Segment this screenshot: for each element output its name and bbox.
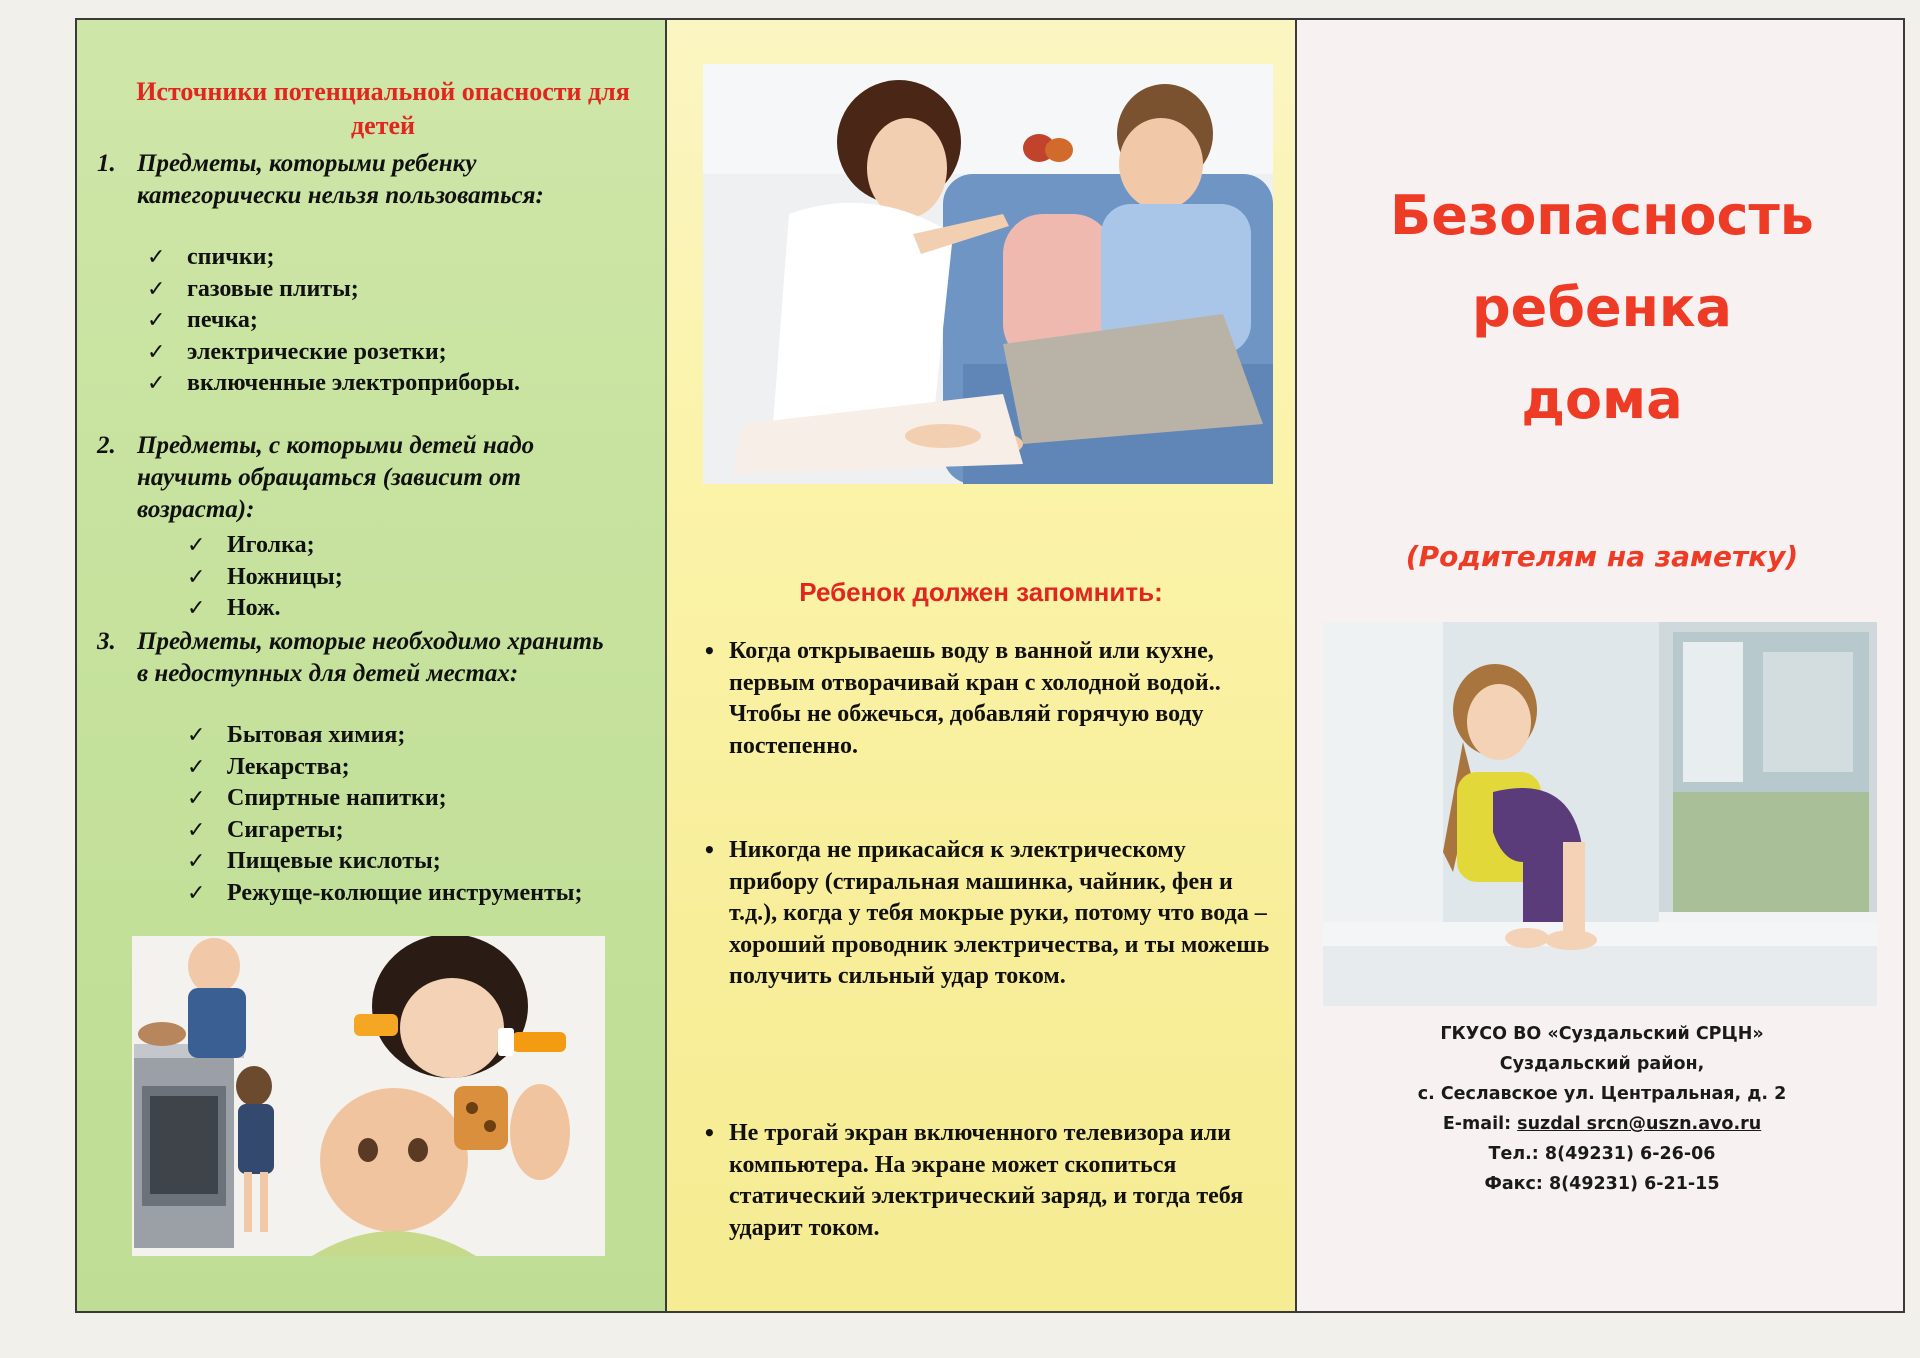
bullet-icon: • bbox=[703, 838, 716, 862]
contact-org: ГКУСО ВО «Суздальский СРЦН» bbox=[1440, 1024, 1764, 1044]
list-item: ✓ электрические розетки; bbox=[147, 337, 520, 369]
middle-subtitle: Ребенок должен запомнить: bbox=[799, 577, 1163, 607]
left-panel bbox=[75, 18, 667, 1313]
list-item: ✓ включенные электроприборы. bbox=[147, 368, 520, 400]
list-item: ✓ Спиртные напитки; bbox=[187, 783, 583, 815]
group-2-text: Предметы, с которыми детей надо научить обращаться (зависит от возраста): bbox=[137, 432, 535, 523]
check-icon: ✓ bbox=[187, 596, 206, 621]
girl-at-window-photo bbox=[1323, 622, 1877, 1006]
list-item: ✓ печка; bbox=[147, 305, 520, 337]
children-hazards-photo bbox=[132, 936, 605, 1256]
list-item: ✓ Бытовая химия; bbox=[187, 720, 583, 752]
check-icon: ✓ bbox=[187, 849, 206, 874]
bullet-icon: • bbox=[703, 1121, 716, 1145]
list-item: ✓ спички; bbox=[147, 242, 520, 274]
children-hazards-illustration bbox=[132, 936, 605, 1256]
cover-subtitle: (Родителям на заметку) bbox=[1405, 540, 1799, 573]
rule-bullet-2 bbox=[697, 835, 1277, 993]
mother-talking-to-son-illustration bbox=[703, 64, 1273, 484]
group-1-text: Предметы, которыми ребенку категорически нельзя пользоваться: bbox=[137, 150, 544, 209]
check-icon: ✓ bbox=[147, 276, 166, 302]
cover-title-line-2: ребенка bbox=[1471, 276, 1732, 339]
list-item: ✓ Иголка; bbox=[187, 530, 343, 562]
group-1-list bbox=[147, 242, 520, 400]
check-icon: ✓ bbox=[187, 564, 206, 590]
check-icon: ✓ bbox=[187, 723, 206, 748]
group-3-text: Предметы, которые необходимо хранить в недоступных для детей местах: bbox=[137, 628, 604, 687]
check-icon: ✓ bbox=[147, 339, 166, 365]
check-icon: ✓ bbox=[147, 245, 166, 270]
check-icon: ✓ bbox=[187, 880, 206, 906]
rule-bullet-1 bbox=[697, 636, 1277, 762]
check-icon: ✓ bbox=[187, 817, 206, 843]
left-panel-title: Источники потенциальной опасности для детей bbox=[136, 77, 630, 140]
rule-bullet-3 bbox=[697, 1118, 1277, 1244]
check-icon: ✓ bbox=[187, 754, 206, 780]
bullet-icon: • bbox=[703, 639, 716, 663]
list-item: ✓ газовые плиты; bbox=[147, 274, 520, 306]
group-3-title bbox=[97, 626, 607, 690]
check-icon: ✓ bbox=[147, 308, 166, 333]
group-1-title bbox=[97, 148, 637, 212]
contact-district: Суздальский район, bbox=[1499, 1054, 1705, 1074]
list-item: ✓ Сигареты; bbox=[187, 815, 583, 847]
right-panel bbox=[1295, 18, 1905, 1313]
list-item: ✓ Лекарства; bbox=[187, 752, 583, 784]
group-2-number: 2. bbox=[97, 432, 116, 459]
email-label: E-mail: bbox=[1442, 1114, 1512, 1134]
rule-text: Никогда не прикасайся к электрическому прибору (стиральная машинка, чайник, фен и т.д.), когда у тебя мокрые руки, потому что вода – хороший проводник электричества, и ты можешь получить сильный удар током. bbox=[729, 837, 1270, 989]
list-item: ✓ Режуще-колющие инструменты; bbox=[187, 878, 583, 910]
group-2-title bbox=[97, 430, 607, 526]
contact-phone: Тел.: 8(49231) 6-26-06 bbox=[1488, 1144, 1716, 1164]
group-3-list bbox=[187, 720, 583, 909]
list-item: ✓ Нож. bbox=[187, 593, 343, 625]
contact-address: с. Сеславское ул. Центральная, д. 2 bbox=[1417, 1084, 1787, 1104]
rule-text: Не трогай экран включенного телевизора или компьютера. На экране может скопиться статический электрический заряд, и тогда тебя ударит током. bbox=[729, 1120, 1244, 1241]
contact-email-line bbox=[1297, 1110, 1907, 1138]
middle-panel bbox=[667, 18, 1295, 1313]
email-link[interactable]: suzdal srcn@uszn.avo.ru bbox=[1517, 1114, 1762, 1134]
check-icon: ✓ bbox=[187, 786, 206, 811]
cover-title-line-3: дома bbox=[1521, 368, 1683, 431]
rule-text: Когда открываешь воду в ванной или кухне, первым отворачивай кран с холодной водой.. Чтобы не обжечься, добавляй горячую воду постепенно. bbox=[729, 638, 1221, 759]
list-item: ✓ Ножницы; bbox=[187, 562, 343, 594]
group-3-number: 3. bbox=[97, 628, 116, 655]
list-item: ✓ Пищевые кислоты; bbox=[187, 846, 583, 878]
girl-sitting-at-window-illustration bbox=[1323, 622, 1877, 1006]
check-icon: ✓ bbox=[187, 533, 206, 558]
group-1-number: 1. bbox=[97, 150, 116, 177]
contact-fax: Факс: 8(49231) 6-21-15 bbox=[1484, 1174, 1720, 1194]
mother-son-photo bbox=[703, 64, 1273, 484]
check-icon: ✓ bbox=[147, 371, 166, 396]
group-2-list bbox=[187, 530, 343, 625]
cover-title-line-1: Безопасность bbox=[1390, 184, 1814, 247]
